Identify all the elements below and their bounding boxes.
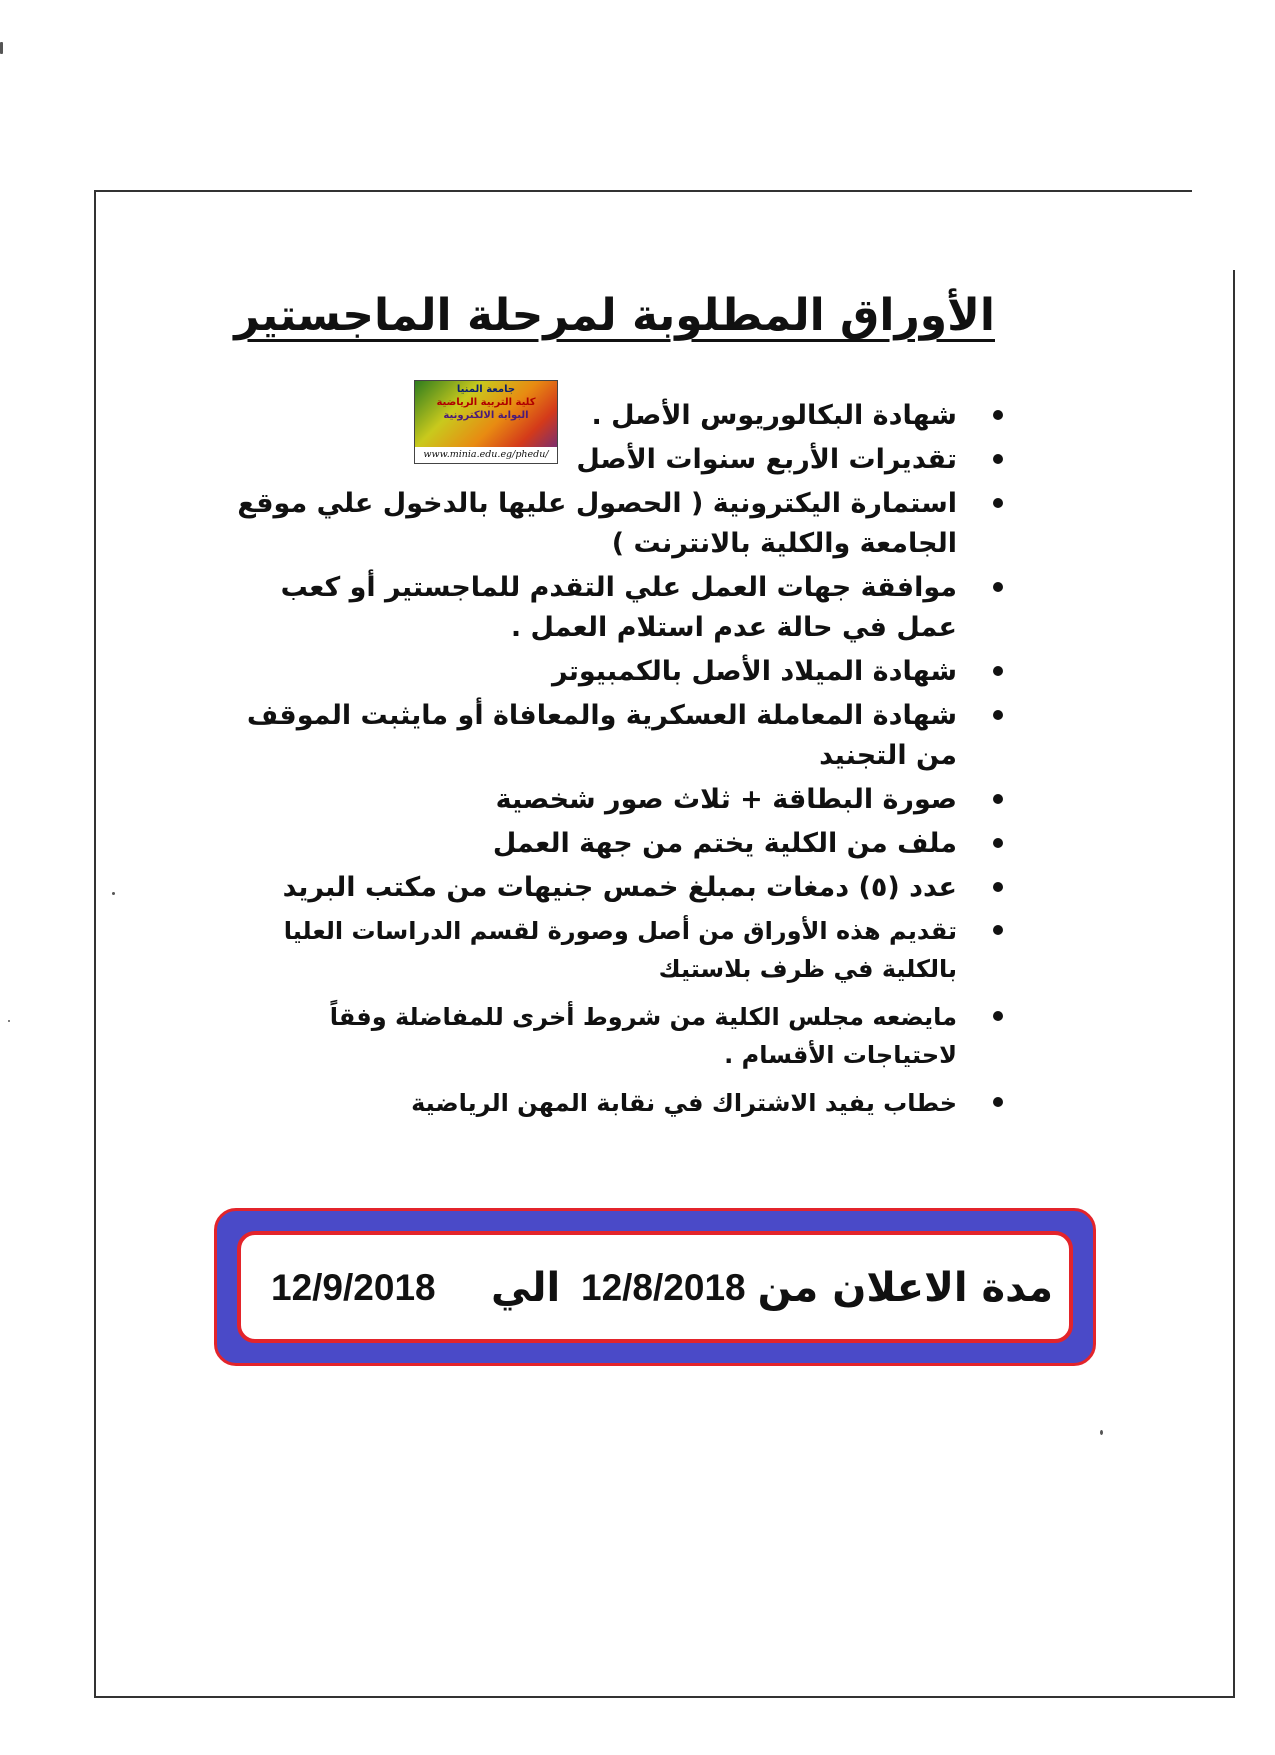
logo-url: www.minia.edu.eg/phedu/ — [415, 447, 557, 463]
list-item — [237, 868, 957, 908]
requirements-list — [237, 396, 957, 1132]
bullet-icon — [993, 666, 1003, 676]
list-item — [237, 824, 957, 864]
page-frame-right — [1233, 270, 1235, 1698]
bullet-icon — [993, 410, 1003, 420]
requirement-text: موافقة جهات العمل علي التقدم للماجستير أو كعب عمل في حالة عدم استلام العمل . — [280, 572, 957, 643]
list-item — [237, 998, 957, 1074]
bullet-icon — [993, 925, 1003, 935]
requirement-text: شهادة المعاملة العسكرية والمعافاة أو مايثبت الموقف من التجنيد — [246, 700, 957, 771]
requirement-text: تقديرات الأربع سنوات الأصل — [576, 444, 957, 475]
announcement-box — [214, 1208, 1096, 1366]
bullet-icon — [993, 498, 1003, 508]
bullet-icon — [993, 710, 1003, 720]
list-item — [237, 780, 957, 820]
bullet-icon — [993, 1097, 1003, 1107]
logo-faculty-name: كلية التربية الرياضية — [436, 397, 536, 408]
page-frame-bottom — [94, 1696, 1235, 1698]
announcement-to-date: 12/9/2018 — [271, 1267, 436, 1308]
page-frame-left — [94, 190, 96, 1696]
bullet-icon — [993, 838, 1003, 848]
logo-portal-name: البوابة الالكترونية — [443, 410, 529, 421]
list-item — [237, 652, 957, 692]
list-item — [237, 912, 957, 988]
requirement-text: صورة البطاقة + ثلاث صور شخصية — [495, 784, 957, 815]
scan-speck — [0, 42, 3, 54]
announcement-label: مدة الاعلان من — [757, 1265, 1053, 1311]
bullet-icon — [993, 794, 1003, 804]
logo-university-name: جامعة المنيا — [456, 384, 516, 395]
bullet-icon — [993, 1011, 1003, 1021]
bullet-icon — [993, 454, 1003, 464]
announcement-from-date: 12/8/2018 — [581, 1267, 746, 1308]
list-item — [237, 1084, 957, 1122]
announcement-inner — [237, 1231, 1073, 1343]
list-item — [237, 484, 957, 564]
requirement-text: شهادة البكالوريوس الأصل . — [591, 400, 957, 431]
requirement-text: مايضعه مجلس الكلية من شروط أخرى للمفاضلة وفقاً لاحتياجات الأقسام . — [329, 1003, 957, 1069]
scan-speck — [8, 1020, 10, 1022]
list-item — [237, 696, 957, 776]
bullet-icon — [993, 582, 1003, 592]
scan-speck — [1100, 1430, 1103, 1435]
list-item — [237, 396, 957, 436]
list-item — [237, 568, 957, 648]
page-title: الأوراق المطلوبة لمرحلة الماجستير — [234, 290, 995, 341]
requirement-text: ملف من الكلية يختم من جهة العمل — [492, 828, 957, 859]
requirement-text: شهادة الميلاد الأصل بالكمبيوتر — [551, 656, 957, 687]
page-frame-top — [94, 190, 1192, 192]
requirement-text: خطاب يفيد الاشتراك في نقابة المهن الرياضية — [411, 1089, 957, 1117]
requirement-text: استمارة اليكترونية ( الحصول عليها بالدخول علي موقع الجامعة والكلية بالانترنت ) — [237, 488, 957, 559]
announcement-to-word: الي — [491, 1265, 561, 1311]
scan-speck — [112, 892, 115, 895]
requirement-text: عدد (٥) دمغات بمبلغ خمس جنيهات من مكتب البريد — [282, 872, 957, 903]
requirement-text: تقديم هذه الأوراق من أصل وصورة لقسم الدراسات العليا بالكلية في ظرف بلاستيك — [283, 917, 957, 983]
bullet-icon — [993, 882, 1003, 892]
list-item — [237, 440, 957, 480]
